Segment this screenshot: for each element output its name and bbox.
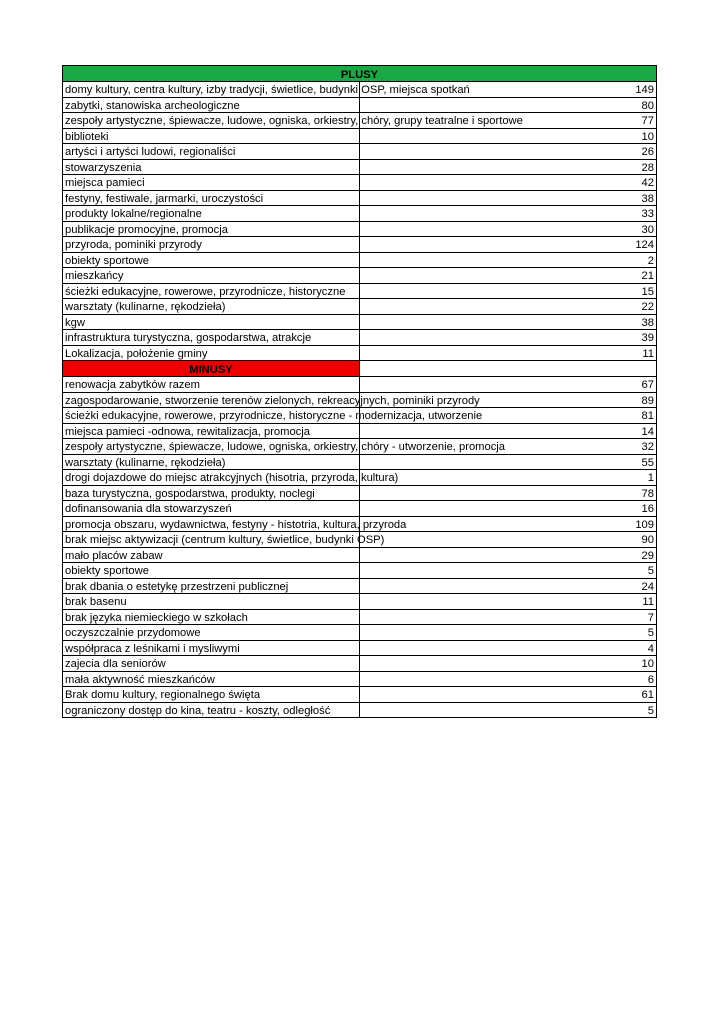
plusy-row-count: 42 (360, 175, 657, 191)
minusy-row-count: 32 (360, 439, 657, 455)
minusy-row-count: 55 (360, 454, 657, 470)
plusy-row (63, 252, 657, 268)
minusy-row-count: 61 (360, 687, 657, 703)
plusy-row-count: 11 (360, 345, 657, 361)
minusy-row-label: zespoły artystyczne, śpiewacze, ludowe, ogniska, orkiestry, chóry - utworzenie, promocja (63, 439, 360, 455)
plusy-row (63, 221, 657, 237)
minusy-row (63, 439, 657, 455)
plusy-row-count: 39 (360, 330, 657, 346)
minusy-header: MINUSY (63, 361, 360, 377)
plusy-row-label: Lokalizacja, położenie gminy (63, 345, 360, 361)
plusy-row (63, 190, 657, 206)
minusy-row-count: 67 (360, 377, 657, 393)
minusy-row (63, 501, 657, 517)
minusy-row (63, 423, 657, 439)
minusy-row-label: baza turystyczna, gospodarstwa, produkty, noclegi (63, 485, 360, 501)
plusy-row (63, 159, 657, 175)
plusy-row (63, 283, 657, 299)
plusy-row-label: publikacje promocyjne, promocja (63, 221, 360, 237)
minusy-row-count: 24 (360, 578, 657, 594)
plusy-row (63, 175, 657, 191)
plusy-row (63, 268, 657, 284)
plusy-row-count: 30 (360, 221, 657, 237)
minusy-row-count: 89 (360, 392, 657, 408)
minusy-row-count: 6 (360, 671, 657, 687)
table-body (63, 66, 657, 718)
minusy-row-label: współpraca z leśnikami i mysliwymi (63, 640, 360, 656)
minusy-row (63, 578, 657, 594)
minusy-row-label: mała aktywność mieszkańców (63, 671, 360, 687)
plusy-row-count: 80 (360, 97, 657, 113)
minusy-row-label: oczyszczalnie przydomowe (63, 625, 360, 641)
minusy-row (63, 485, 657, 501)
minusy-row-label: Brak domu kultury, regionalnego święta (63, 687, 360, 703)
plusy-row-label: obiekty sportowe (63, 252, 360, 268)
minusy-row-label: warsztaty (kulinarne, rękodzieła) (63, 454, 360, 470)
minusy-row (63, 609, 657, 625)
minusy-row-count: 78 (360, 485, 657, 501)
minusy-row-label: mało placów zabaw (63, 547, 360, 563)
minusy-header-row (63, 361, 657, 377)
minusy-row-count: 5 (360, 563, 657, 579)
plusy-row (63, 144, 657, 160)
plusy-row-label: produkty lokalne/regionalne (63, 206, 360, 222)
minusy-row-label: dofinansowania dla stowarzyszeń (63, 501, 360, 517)
plusy-row-label: ścieżki edukacyjne, rowerowe, przyrodnicze, historyczne (63, 283, 360, 299)
minusy-row-count: 14 (360, 423, 657, 439)
minusy-row-label: obiekty sportowe (63, 563, 360, 579)
plusy-row (63, 330, 657, 346)
minusy-row-label: drogi dojazdowe do miejsc atrakcyjnych (hisotria, przyroda, kultura) (63, 470, 360, 486)
plusy-row-label: domy kultury, centra kultury, izby tradycji, świetlice, budynki OSP, miejsca spotkań (63, 82, 360, 98)
minusy-row-label: miejsca pamieci -odnowa, rewitalizacja, promocja (63, 423, 360, 439)
plusy-row-count: 33 (360, 206, 657, 222)
plusy-row-count: 124 (360, 237, 657, 253)
plusy-row (63, 345, 657, 361)
minusy-row (63, 594, 657, 610)
minusy-row-count: 81 (360, 408, 657, 424)
plusy-row-count: 77 (360, 113, 657, 129)
plusy-row-label: festyny, festiwale, jarmarki, uroczystości (63, 190, 360, 206)
minusy-row-count: 29 (360, 547, 657, 563)
plusy-row-count: 2 (360, 252, 657, 268)
minusy-row (63, 377, 657, 393)
minusy-row-label: zagospodarowanie, stworzenie terenów zielonych, rekreacyjnych, pominiki przyrody (63, 392, 360, 408)
plusy-row (63, 113, 657, 129)
plusy-row (63, 82, 657, 98)
plusy-row-count: 149 (360, 82, 657, 98)
plusy-header-row (63, 66, 657, 82)
minusy-row (63, 702, 657, 718)
minusy-row-count: 5 (360, 625, 657, 641)
minusy-row (63, 687, 657, 703)
plusy-row-count: 15 (360, 283, 657, 299)
plusy-row (63, 237, 657, 253)
plusy-row-count: 38 (360, 314, 657, 330)
minusy-row-count: 1 (360, 470, 657, 486)
minusy-row-label: zajecia dla seniorów (63, 656, 360, 672)
plusy-row (63, 128, 657, 144)
plusy-row-label: miejsca pamieci (63, 175, 360, 191)
minusy-row-label: brak języka niemieckiego w szkołach (63, 609, 360, 625)
minusy-row-count: 90 (360, 532, 657, 548)
minusy-row (63, 408, 657, 424)
minusy-row-count: 10 (360, 656, 657, 672)
plusy-row-label: mieszkańcy (63, 268, 360, 284)
minusy-row-label: brak basenu (63, 594, 360, 610)
plusy-row (63, 97, 657, 113)
plusy-row-label: artyści i artyści ludowi, regionaliści (63, 144, 360, 160)
minusy-row-label: brak dbania o estetykę przestrzeni publicznej (63, 578, 360, 594)
minusy-row-count: 5 (360, 702, 657, 718)
plusy-row-label: warsztaty (kulinarne, rękodzieła) (63, 299, 360, 315)
plusy-row-label: zespoły artystyczne, śpiewacze, ludowe, ogniska, orkiestry, chóry, grupy teatralne i sportowe (63, 113, 360, 129)
minusy-row (63, 656, 657, 672)
minusy-row-count: 11 (360, 594, 657, 610)
plusy-row-count: 28 (360, 159, 657, 175)
plusy-row-label: biblioteki (63, 128, 360, 144)
plusy-row (63, 314, 657, 330)
minusy-row (63, 516, 657, 532)
minusy-row-count: 7 (360, 609, 657, 625)
plusy-row-count: 38 (360, 190, 657, 206)
plusy-minusy-table (62, 65, 657, 718)
plusy-row (63, 206, 657, 222)
plusy-row-count: 10 (360, 128, 657, 144)
plusy-row-count: 26 (360, 144, 657, 160)
minusy-row-label: renowacja zabytków razem (63, 377, 360, 393)
minusy-row-count: 16 (360, 501, 657, 517)
minusy-row-label: ścieżki edukacyjne, rowerowe, przyrodnicze, historyczne - modernizacja, utworzenie (63, 408, 360, 424)
plusy-row-label: zabytki, stanowiska archeologiczne (63, 97, 360, 113)
plusy-row-label: przyroda, pominiki przyrody (63, 237, 360, 253)
minusy-row-label: brak miejsc aktywizacji (centrum kultury, świetlice, budynki OSP) (63, 532, 360, 548)
plusy-row-count: 22 (360, 299, 657, 315)
plusy-row-count: 21 (360, 268, 657, 284)
plusy-header: PLUSY (63, 66, 657, 82)
minusy-row (63, 532, 657, 548)
plusy-row (63, 299, 657, 315)
minusy-row (63, 563, 657, 579)
minusy-row-label: promocja obszaru, wydawnictwa, festyny - histotria, kultura, przyroda (63, 516, 360, 532)
minusy-row (63, 625, 657, 641)
minusy-row-label: ograniczony dostęp do kina, teatru - koszty, odległość (63, 702, 360, 718)
minusy-row-count: 109 (360, 516, 657, 532)
plusy-row-label: infrastruktura turystyczna, gospodarstwa, atrakcje (63, 330, 360, 346)
minusy-header-blank (360, 361, 657, 377)
minusy-row (63, 671, 657, 687)
minusy-row-count: 4 (360, 640, 657, 656)
plusy-row-label: kgw (63, 314, 360, 330)
minusy-row (63, 547, 657, 563)
plusy-row-label: stowarzyszenia (63, 159, 360, 175)
minusy-row (63, 470, 657, 486)
minusy-row (63, 392, 657, 408)
minusy-row (63, 640, 657, 656)
minusy-row (63, 454, 657, 470)
